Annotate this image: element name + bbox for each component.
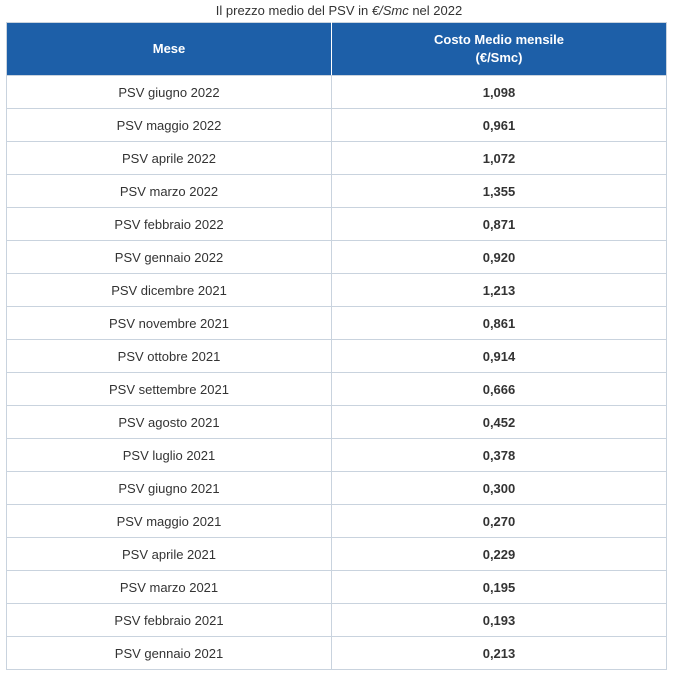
table-row (7, 241, 667, 274)
month-cell: PSV febbraio 2022 (7, 208, 332, 241)
cost-cell: 1,213 (332, 274, 667, 307)
caption-unit: €/Smc (371, 3, 409, 18)
cost-cell: 0,378 (332, 439, 667, 472)
month-cell: PSV maggio 2021 (7, 505, 332, 538)
table-caption (0, 0, 678, 22)
cost-cell: 0,920 (332, 241, 667, 274)
table-row (7, 175, 667, 208)
month-cell: PSV giugno 2022 (7, 76, 332, 109)
table-body (7, 76, 667, 670)
table-row (7, 571, 667, 604)
cost-cell: 1,072 (332, 142, 667, 175)
table-row (7, 538, 667, 571)
month-cell: PSV luglio 2021 (7, 439, 332, 472)
cost-cell: 0,961 (332, 109, 667, 142)
table-row (7, 637, 667, 670)
table-row (7, 208, 667, 241)
column-header-cost-unit: (€/Smc) (475, 50, 523, 65)
caption-suffix: nel 2022 (408, 3, 463, 18)
month-cell: PSV settembre 2021 (7, 373, 332, 406)
table-row (7, 604, 667, 637)
cost-cell: 0,229 (332, 538, 667, 571)
cost-cell: 1,098 (332, 76, 667, 109)
cost-cell: 0,270 (332, 505, 667, 538)
psv-price-table (6, 22, 667, 670)
column-header-cost (332, 23, 667, 76)
table-row (7, 439, 667, 472)
cost-cell: 0,195 (332, 571, 667, 604)
cost-cell: 0,193 (332, 604, 667, 637)
cost-cell: 0,300 (332, 472, 667, 505)
table-row (7, 505, 667, 538)
month-cell: PSV gennaio 2022 (7, 241, 332, 274)
table-row (7, 109, 667, 142)
month-cell: PSV giugno 2021 (7, 472, 332, 505)
header-row (7, 23, 667, 76)
cost-cell: 0,914 (332, 340, 667, 373)
month-cell: PSV maggio 2022 (7, 109, 332, 142)
month-cell: PSV dicembre 2021 (7, 274, 332, 307)
table-row (7, 307, 667, 340)
column-header-month (7, 23, 332, 76)
caption-prefix: Il prezzo medio del PSV in (215, 3, 372, 18)
table-row (7, 373, 667, 406)
table-row (7, 472, 667, 505)
table-header (7, 23, 667, 76)
month-cell: PSV marzo 2022 (7, 175, 332, 208)
month-cell: PSV gennaio 2021 (7, 637, 332, 670)
cost-cell: 0,666 (332, 373, 667, 406)
cost-cell: 0,871 (332, 208, 667, 241)
month-cell: PSV agosto 2021 (7, 406, 332, 439)
cost-cell: 0,452 (332, 406, 667, 439)
month-cell: PSV ottobre 2021 (7, 340, 332, 373)
column-header-cost-label: Costo Medio mensile (433, 32, 565, 47)
cost-cell: 1,355 (332, 175, 667, 208)
month-cell: PSV aprile 2022 (7, 142, 332, 175)
table-row (7, 142, 667, 175)
table-row (7, 76, 667, 109)
cost-cell: 0,861 (332, 307, 667, 340)
table-row (7, 274, 667, 307)
month-cell: PSV marzo 2021 (7, 571, 332, 604)
table-row (7, 340, 667, 373)
cost-cell: 0,213 (332, 637, 667, 670)
month-cell: PSV novembre 2021 (7, 307, 332, 340)
month-cell: PSV aprile 2021 (7, 538, 332, 571)
table-row (7, 406, 667, 439)
month-cell: PSV febbraio 2021 (7, 604, 332, 637)
column-header-month-label: Mese (152, 41, 186, 56)
